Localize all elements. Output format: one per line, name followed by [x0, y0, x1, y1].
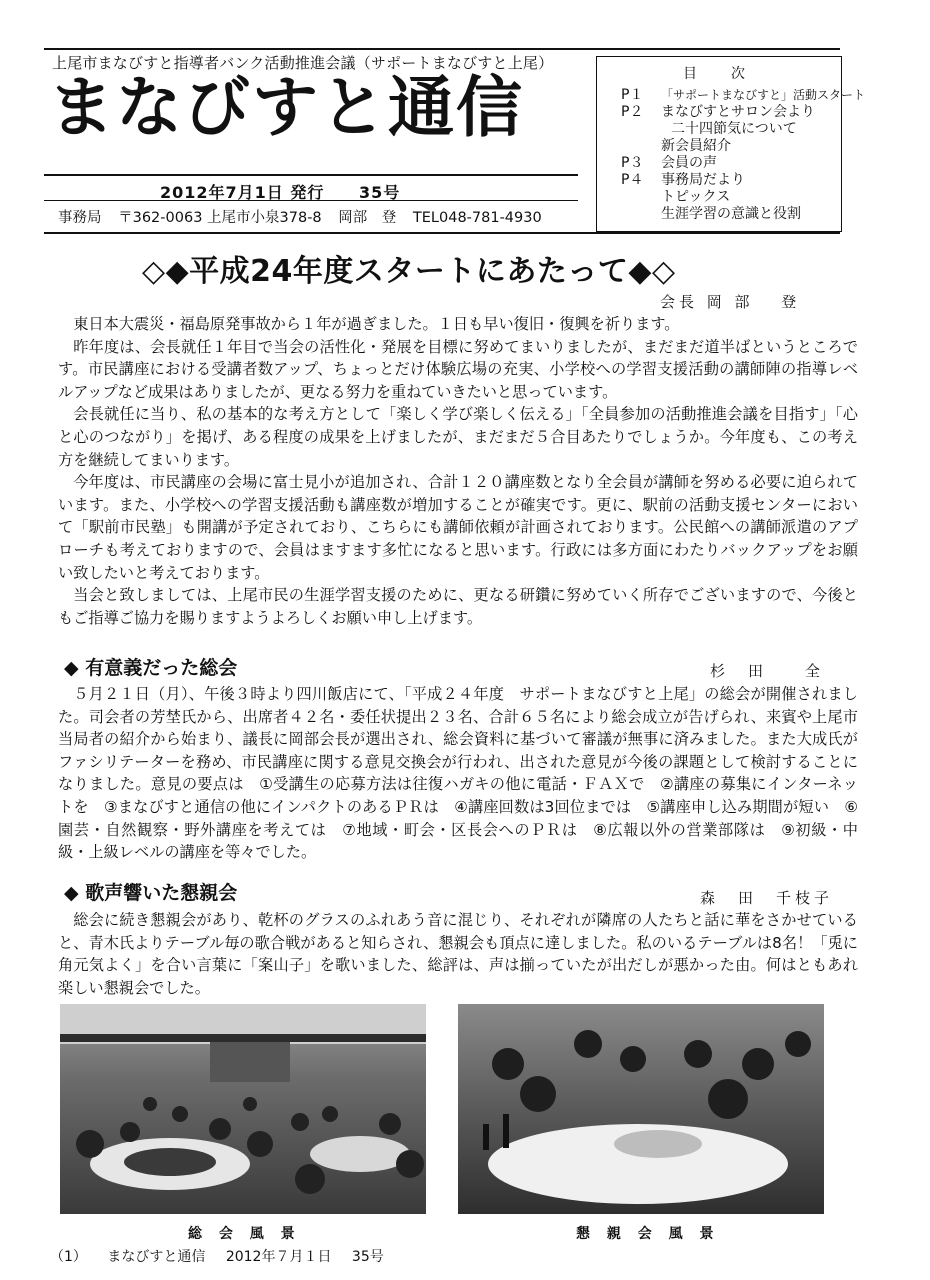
party-byline: 森 田 千枝子	[700, 889, 834, 907]
toc-label: 会員の声	[661, 155, 717, 171]
office-info	[58, 206, 554, 227]
toc-label: 新会員紹介	[661, 138, 731, 154]
assembly-photo-caption: 総 会 風 景	[188, 1226, 301, 1242]
party-heading: ◆ 歌声響いた懇親会	[64, 882, 238, 904]
office-address: 〒362-0063 上尾市小泉378-8	[118, 210, 322, 226]
office-tel: TEL048-781-4930	[412, 210, 542, 226]
toc-page: P２	[621, 104, 644, 120]
office-label: 事務局	[58, 210, 102, 226]
assembly-byline: 杉 田 全	[710, 662, 825, 680]
main-byline: 会長 岡 部 登	[660, 293, 801, 311]
toc-page: P３	[621, 155, 644, 171]
paragraph: ５月２１日（月）、午後３時より四川飯店にて、「平成２４年度 サポートまなびすと上尾」の総会が開催されました。司会者の芳埜氏から、出席者４２名・委任状提出２３名、合計６５名により総会成立が告げられ、来賓や上尾市当局者の紹介から始まり、議長に岡部会長が選出され、総会資料に基づいて審議が無事に済みました。また大成氏がファシリテーターを務め、市民講座に関する意見交換会が行われ、出された意見が今後の課題として検討することになりました。意見の要点は ①受講生の応募方法は往復ハガキの他に電話・ＦＡＸで ②講座の募集にインターネットを ③まなびすと通信の他にインパクトのあるＰＲは ④講座回数は3回位までは ⑤講座申し込み期間が短い ⑥園芸・自然観察・野外講座を考えては ⑦地域・町会・区長会へのＰＲは ⑧広報以外の営業部隊は ⑨初級・中級・上級レベルの講座を等々でした。	[58, 685, 858, 862]
paragraph: 昨年度は、会長就任１年目で当会の活性化・発展を目標に努めてまいりましたが、まだまだ道半ばというところです。市民講座における受講者数アップ、ちょっとだけ体験広場の充実、小学校への学習支援活動の講師陣の指導レベルアップなど成果はありましたが、更なる努力を重ねていきたいと思っています。	[58, 337, 858, 401]
page-footer	[50, 1246, 400, 1266]
table-of-contents	[596, 56, 866, 232]
toc-item	[621, 206, 865, 223]
footer-newsletter: まなびすと通信	[107, 1249, 206, 1265]
assembly-photo-image	[60, 1004, 426, 1214]
toc-label: トピックス	[661, 189, 731, 205]
toc-item	[621, 155, 865, 172]
toc-item	[621, 172, 865, 189]
masthead-top-rule	[44, 48, 840, 50]
masthead-bottom-rule	[44, 232, 840, 234]
footer-number: 35号	[351, 1249, 384, 1265]
toc-page: P１	[621, 87, 644, 103]
assembly-heading: ◆ 有意義だった総会	[64, 657, 238, 679]
issue-number: 35号	[358, 183, 401, 202]
party-article-body	[58, 909, 858, 999]
footer-page-number: （1）	[50, 1249, 87, 1265]
office-person: 岡部 登	[338, 210, 397, 226]
organization-name: 上尾市まなびすと指導者バンク活動推進会議（サポートまなびすと上尾）	[52, 54, 554, 72]
issue-info	[160, 180, 428, 203]
toc-item	[621, 104, 865, 121]
toc-item	[621, 189, 865, 206]
paragraph: 当会と致しましては、上尾市民の生涯学習支援のために、更なる研鑽に努めていく所存でございますので、今後ともご指導ご協力を賜りますようよろしくお願い申し上げます。	[58, 586, 858, 627]
toc-label: まなびすとサロン会より	[661, 104, 815, 120]
toc-label: 二十四節気について	[671, 121, 797, 137]
party-photo-image	[458, 1004, 824, 1214]
toc-list	[621, 87, 865, 223]
paragraph: 会長就任に当り、私の基本的な考え方として「楽しく学び楽しく伝える」「全員参加の活動推進会議を目指す」「心と心のつながり」を掲げ、ある程度の成果を上げましたが、まだまだ５合目あたりでしょうか。今年度も、この考え方を継続してまいります。	[58, 405, 858, 469]
assembly-photo	[60, 1004, 426, 1214]
toc-title: 目 次	[683, 66, 755, 82]
paragraph: 東日本大震災・福島原発事故から１年が過ぎました。１日も早い復旧・復興を祈ります。	[73, 315, 680, 333]
main-headline: ◇◆平成24年度スタートにあたって◆◇	[142, 254, 676, 289]
toc-item	[621, 87, 865, 104]
newsletter-title: まなびすと通信	[48, 68, 524, 146]
toc-label: 事務局だより	[661, 172, 745, 188]
toc-page: P４	[621, 172, 644, 188]
assembly-article-body	[58, 683, 858, 864]
main-article-body	[58, 313, 858, 629]
masthead-title-rule	[44, 174, 578, 176]
paragraph: 総会に続き懇親会があり、乾杯のグラスのふれあう音に混じり、それぞれが隣席の人たちと話に華をさかせていると、青木氏よりテーブル毎の歌合戦があると知らされ、懇親会も頂点に達しました。私のいるテーブルは8名！「兎に角元気よく」を合い言葉に「案山子」を歌いました、総評は、声は揃っていたが出だしが悪かった由。何はともあれ楽しい懇親会でした。	[58, 911, 859, 997]
party-photo-caption: 懇 親 会 風 景	[576, 1226, 720, 1242]
toc-label: 「サポートまなびすと」活動スタート	[661, 88, 866, 102]
toc-label: 生涯学習の意識と役割	[661, 206, 801, 222]
toc-item	[621, 138, 865, 155]
issue-date: 2012年7月1日 発行	[160, 183, 325, 202]
party-photo	[458, 1004, 824, 1214]
footer-date: 2012年７月１日	[225, 1249, 332, 1265]
paragraph: 今年度は、市民講座の会場に富士見小が追加され、合計１２０講座数となり全会員が講師を努める必要に迫られています。また、小学校への学習支援活動も講座数が増加することが確実です。更に、駅前の活動支援センターにおいて「駅前市民塾」も開講が予定されており、こちらにも講師依頼が計画されております。公民館への講師派遣のアプローチも考えておりますので、会員はますます多忙になると思います。行政には多方面にわたりバックアップをお願い致したいと考えております。	[58, 473, 858, 582]
toc-item	[621, 121, 865, 138]
